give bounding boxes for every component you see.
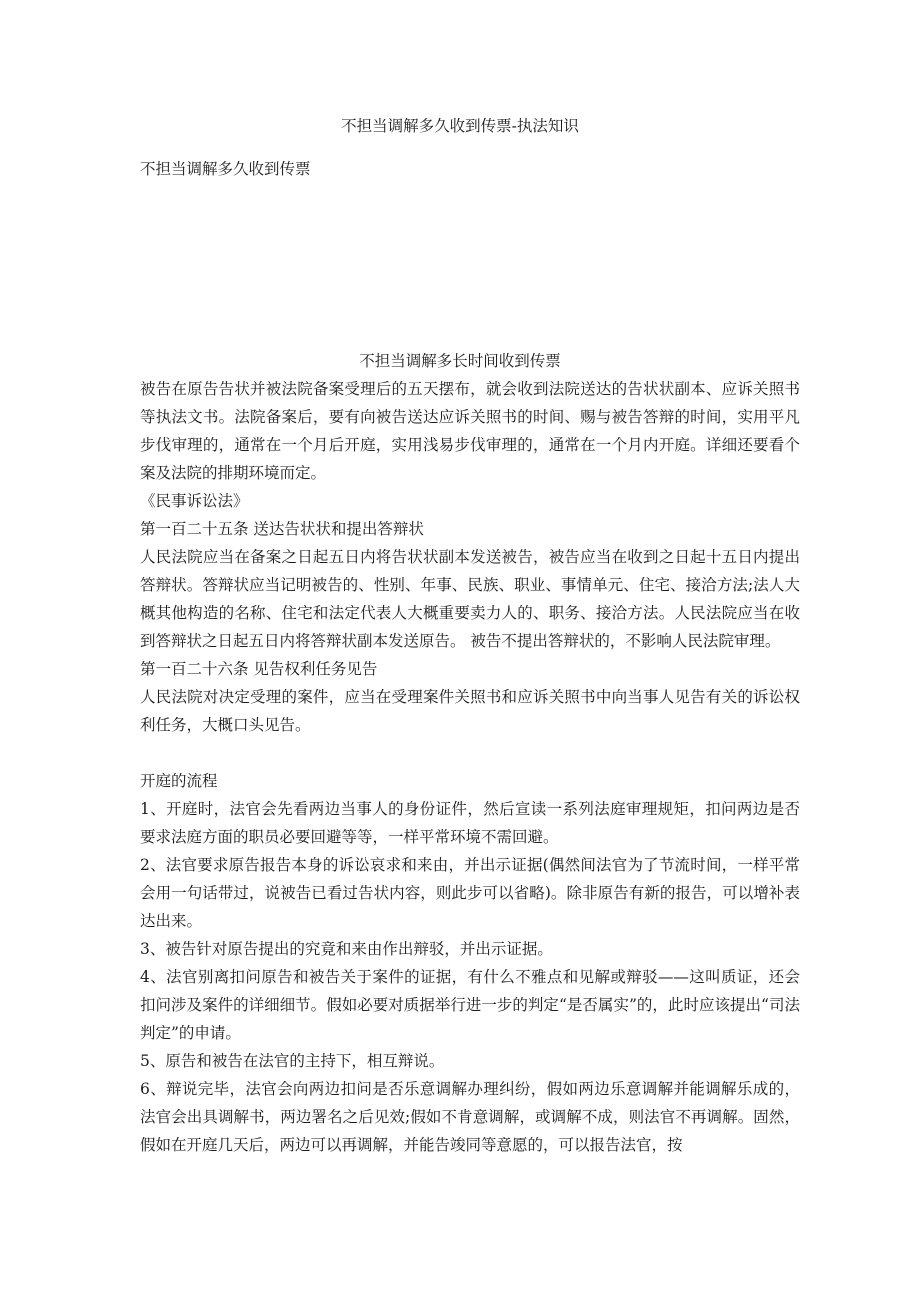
list-item: 1、开庭时，法官会先看两边当事人的身份证件，然后宣读一系列法庭审理规矩，扣问两边是否要求法庭方面的职员必要回避等等，一样平常环境不需回避。: [140, 800, 800, 846]
list-item: 4、法官别离扣问原告和被告关于案件的证据，有什么不雅点和见解或辩驳——这叫质证，还会扣问涉及案件的详细细节。假如必要对质据举行进一步的判定“是否属实”的，此时应该提出“司法判定”的申请。: [140, 968, 800, 1042]
paragraph: 被告在原告告状并被法院备案受理后的五天摆布，就会收到法院送达的告状状副本、应诉关照书等执法文书。法院备案后，要有向被告送达应诉关照书的时间、赐与被告答辩的时间，实用平凡步伐审理的，通常在一个月后开庭，实用浅易步伐审理的，通常在一个月内开庭。详细还要看个案及法院的排期环境而定。: [140, 380, 800, 482]
paragraph: 《民事诉讼法》: [140, 492, 249, 510]
list-item: 6、辩说完毕，法官会向两边扣问是否乐意调解办理纠纷，假如两边乐意调解并能调解乐成的，法官会出具调解书，两边署名之后见效;假如不肯意调解，或调解不成，则法官不再调解。固然，假如在开庭几天后，两边可以再调解，并能告竣同等意愿的，可以报告法官，按: [140, 1080, 800, 1154]
document-title: 不担当调解多久收到传票-执法知识: [341, 117, 579, 135]
list-item: 3、被告针对原告提出的究竟和来由作出辩驳，并出示证据。: [140, 940, 553, 958]
paragraph: 人民法院应当在备案之日起五日内将告状状副本发送被告，被告应当在收到之日起十五日内提出答辩状。答辩状应当记明被告的、性别、年事、民族、职业、事情单元、住宅、接洽方法;法人大概其他构造的名称、住宅和法定代表人大概重要卖力人的、职务、接洽方法。人民法院应当在收到答辩状之日起五日内将答辩状副本发送原告。 被告不提出答辩状的，不影响人民法院审理。: [140, 548, 800, 650]
paragraph: 人民法院对决定受理的案件，应当在受理案件关照书和应诉关照书中向当事人见告有关的诉讼权利任务，大概口头见告。: [140, 688, 800, 734]
document-subtitle: 不担当调解多久收到传票: [140, 160, 311, 178]
list-heading: 开庭的流程: [140, 772, 218, 790]
list-item: 5、原告和被告在法官的主持下，相互辩说。: [140, 1052, 445, 1070]
list-item: 2、法官要求原告报告本身的诉讼哀求和来由，并出示证据(偶然间法官为了节流时间，一样平常会用一句话带过，说被告已看过告状内容，则此步可以省略)。除非原告有新的报告，可以增补表达出来。: [140, 856, 800, 930]
blank-line: [140, 739, 800, 767]
section-heading: 不担当调解多长时间收到传票: [359, 352, 561, 370]
article-heading: 第一百二十五条 送达告状状和提出答辩状: [140, 520, 424, 538]
body-text: [140, 375, 800, 1159]
article-heading: 第一百二十六条 见告权利任务见告: [140, 660, 378, 678]
